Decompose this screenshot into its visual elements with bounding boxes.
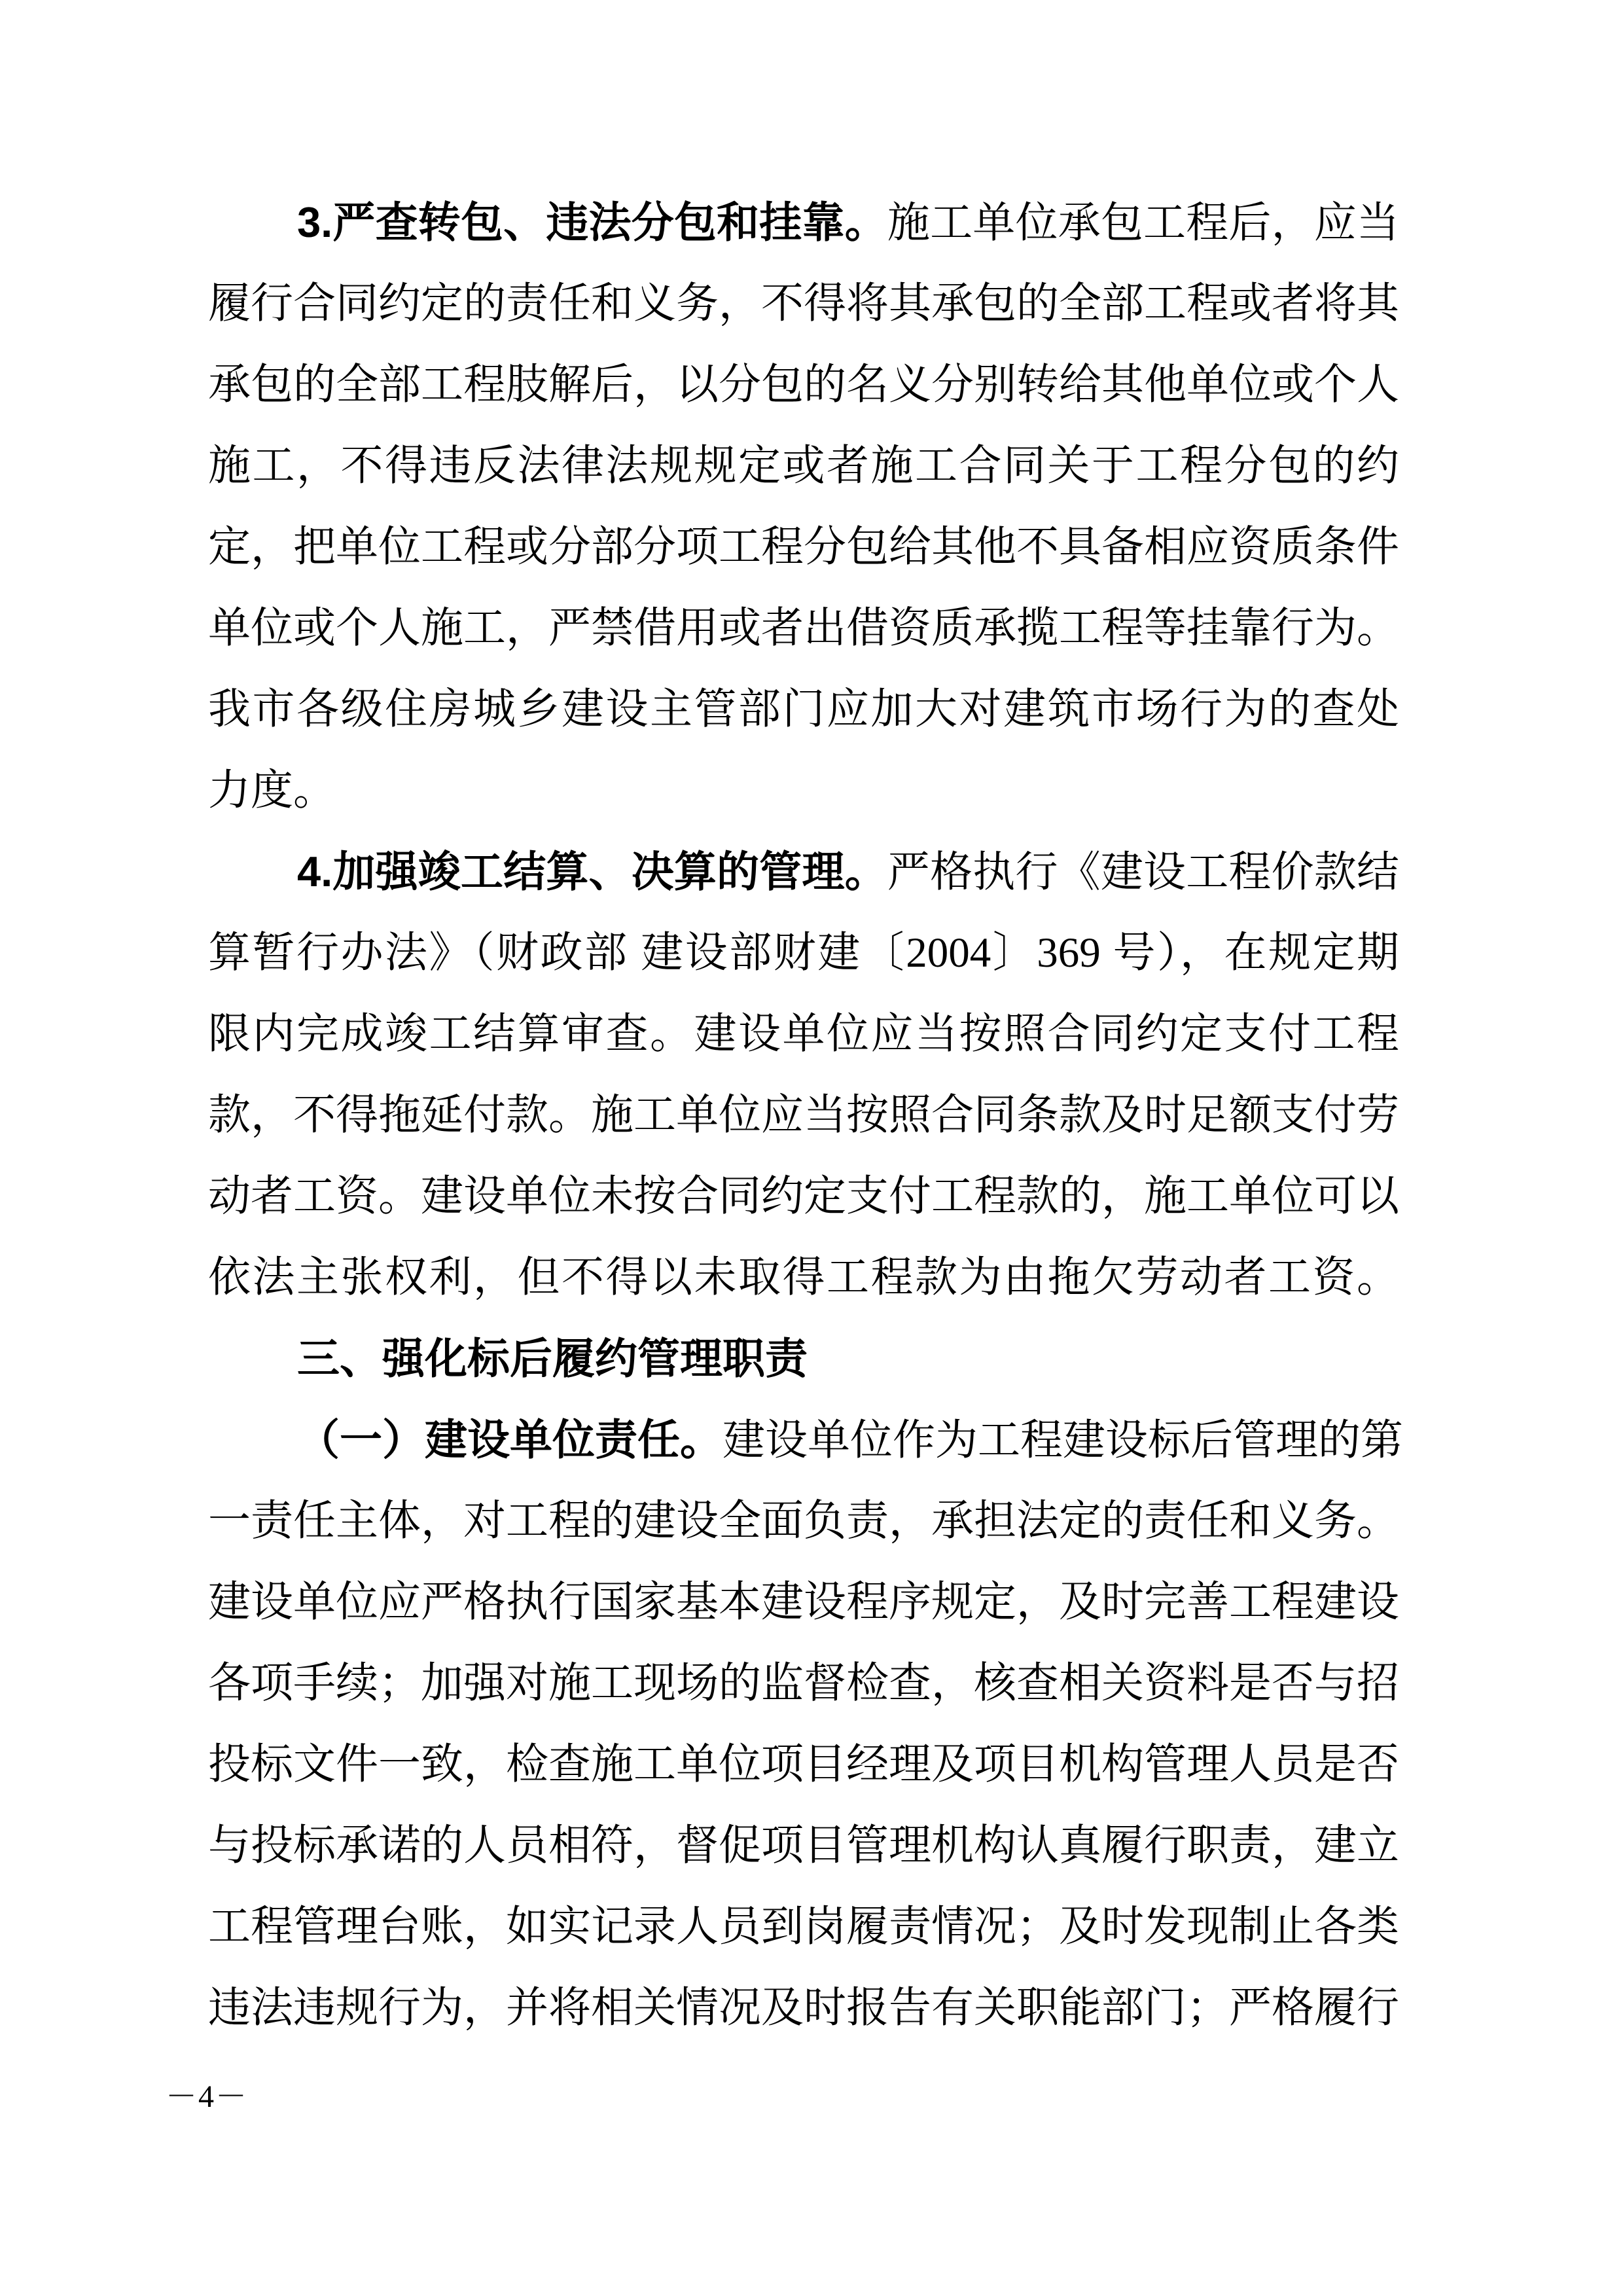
text-line — [208, 263, 1399, 344]
text-run: 各项手续；加强对施工现场的监督检查，核查相关资料是否与招 — [208, 1660, 1400, 1707]
text-run: 承包的全部工程肢解后，以分包的名义分别转给其他单位或个人 — [208, 361, 1400, 408]
text-line — [208, 1967, 1399, 2049]
text-line — [208, 1886, 1399, 1967]
text-line — [208, 1318, 1399, 1399]
text-run: 履行合同约定的责任和义务，不得将其承包的全部工程或者将其 — [208, 280, 1400, 327]
text-line — [208, 588, 1399, 669]
text-run: 施工，不得违反法律法规规定或者施工合同关于工程分包的约 — [208, 442, 1399, 490]
text-line — [208, 750, 1399, 831]
text-run: 严格执行《建设工程价款结 — [887, 849, 1399, 896]
text-run: 建设单位应严格执行国家基本建设程序规定，及时完善工程建设 — [208, 1579, 1400, 1626]
text-line — [208, 669, 1399, 750]
text-line — [208, 831, 1399, 912]
text-run: 工程管理台账，如实记录人员到岗履责情况；及时发现制止各类 — [208, 1903, 1400, 1950]
text-run-bold: 三、强化标后履约管理职责 — [297, 1335, 808, 1382]
text-line — [208, 344, 1399, 425]
text-line — [208, 1805, 1399, 1886]
text-run: 我市各级住房城乡建设主管部门应加大对建筑市场行为的查处 — [208, 686, 1399, 733]
text-run: 建设单位作为工程建设标后管理的第 — [722, 1417, 1404, 1464]
page-number: －4－ — [166, 2079, 249, 2114]
text-run: 力度。 — [208, 767, 336, 814]
text-line — [208, 182, 1399, 263]
text-run: 施工单位承包工程后，应当 — [887, 200, 1399, 247]
text-run: 一责任主体，对工程的建设全面负责，承担法定的责任和义务。 — [208, 1498, 1400, 1545]
text-line — [208, 1562, 1399, 1643]
text-run: 投标文件一致，检查施工单位项目经理及项目机构管理人员是否 — [208, 1741, 1400, 1788]
text-line — [208, 507, 1399, 588]
text-line — [208, 994, 1399, 1075]
text-line — [208, 1237, 1399, 1318]
text-line — [208, 1480, 1399, 1562]
text-line — [208, 1724, 1399, 1805]
text-run: 动者工资。建设单位未按合同约定支付工程款的，施工单位可以 — [208, 1173, 1400, 1220]
text-run: 算暂行办法》（财政部 建设部财建〔2004〕369 号），在规定期 — [208, 929, 1399, 977]
text-run: 限内完成竣工结算审查。建设单位应当按照合同约定支付工程 — [208, 1011, 1399, 1058]
text-line — [208, 1156, 1399, 1237]
text-run: 单位或个人施工，严禁借用或者出借资质承揽工程等挂靠行为。 — [208, 605, 1400, 652]
text-run-bold: 3.严查转包、违法分包和挂靠。 — [297, 198, 887, 246]
text-line — [208, 1643, 1399, 1724]
text-run: 定，把单位工程或分部分项工程分包给其他不具备相应资质条件 — [208, 524, 1400, 571]
text-run-bold: 4.加强竣工结算、决算的管理。 — [297, 848, 887, 895]
text-run: 款，不得拖延付款。施工单位应当按照合同条款及时足额支付劳 — [208, 1092, 1400, 1139]
text-line — [208, 1399, 1404, 1480]
text-run-bold: （一）建设单位责任。 — [297, 1416, 723, 1463]
text-run: 违法违规行为，并将相关情况及时报告有关职能部门；严格履行 — [208, 1984, 1400, 2032]
text-run: 与投标承诺的人员相符，督促项目管理机构认真履行职责，建立 — [208, 1822, 1400, 1869]
text-line — [208, 912, 1399, 994]
document-body — [208, 182, 1404, 2049]
text-line — [208, 1075, 1399, 1156]
text-line — [208, 425, 1399, 507]
text-run: 依法主张权利，但不得以未取得工程款为由拖欠劳动者工资。 — [208, 1254, 1399, 1301]
